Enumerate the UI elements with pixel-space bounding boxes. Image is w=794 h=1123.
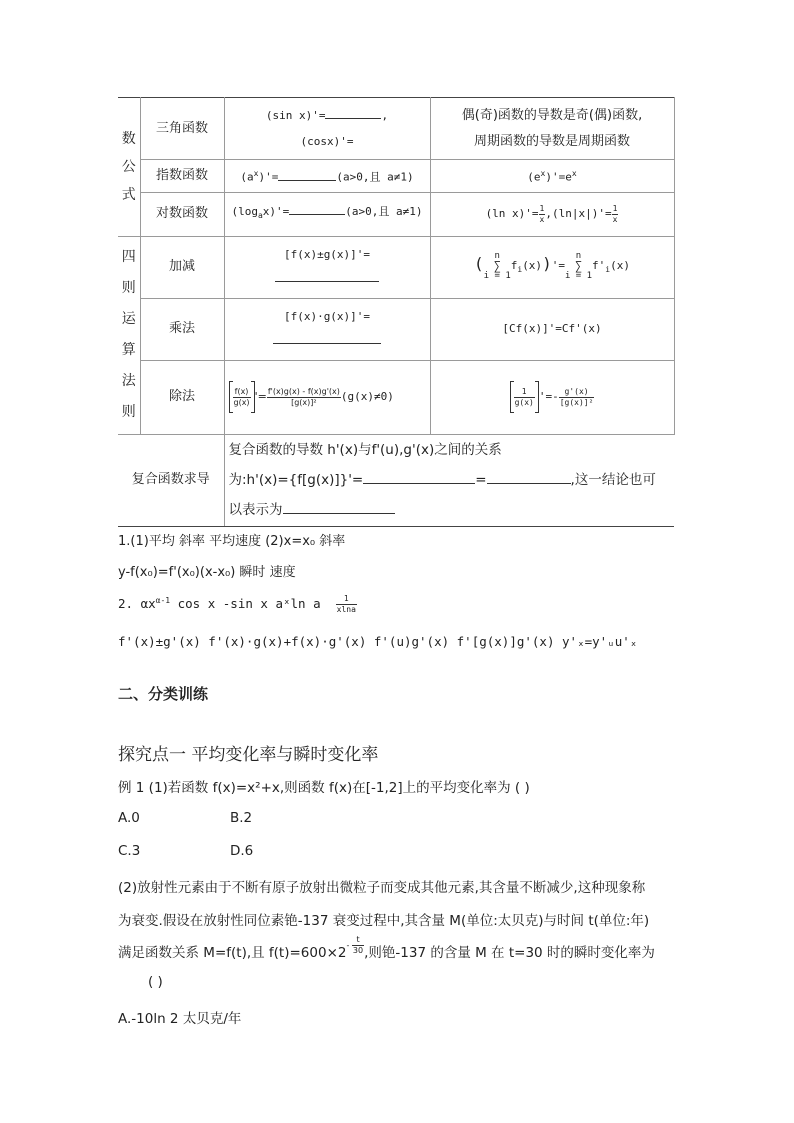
option-a: A.0 (118, 810, 140, 826)
example-1-part-1: 例 1 (1)若函数 f(x)=x²+x,则函数 f(x)在[-1,2]上的平均变化率为 ( ) (118, 780, 530, 796)
div-formula: $\frac{f(x)}{g(x)}$ '= $\frac{f'(x)g(x) - f(x)g'(x)}{\text{[g(x)]²}}$ (g(x)≠0) (224, 360, 430, 434)
formula-group-label: 数 公 式 (118, 98, 140, 237)
exp-label: 指数函数 (140, 160, 224, 193)
exp-note: $(e^x)'=e^x$ (430, 160, 674, 193)
option-c: C.3 (118, 843, 141, 859)
comp-label: 复合函数求导 (118, 434, 224, 526)
option-b: B.2 (230, 810, 253, 826)
derivative-rules-table (118, 97, 675, 527)
answer-line-2: y-f(x₀)=f'(x₀)(x-x₀) 瞬时 速度 (118, 565, 296, 580)
example-1-part-2-line-3: 满足函数关系 M=f(t),且 f(t)=600×2- $\frac{t}{30}$ ,则铯-137 的含量 M 在 t=30 时的瞬时变化率为 (118, 935, 655, 961)
trig-note: 偶(奇)函数的导数是奇(偶)函数, 周期函数的导数是周期函数 (430, 98, 674, 160)
example-1-part-2-option-a: A.-10ln 2 太贝克/年 (118, 1011, 242, 1027)
trig-label: 三角函数 (140, 98, 224, 160)
answer-parentheses: ( ) (148, 974, 163, 990)
mul-label: 乘法 (140, 298, 224, 360)
answer-line-1: 1.(1)平均 斜率 平均速度 (2)x=x₀ 斜率 (118, 534, 346, 549)
log-label: 对数函数 (140, 192, 224, 236)
section-title: 二、分类训练 (118, 685, 209, 703)
comp-formula: 复合函数的导数 h'(x)与f'(u),g'(x)之间的关系 为:h'(x)={f[g(x)]}'= = ,这一结论也可 以表示为 (224, 434, 674, 526)
topic-title: 探究点一 平均变化率与瞬时变化率 (118, 745, 379, 765)
mul-formula: [f(x)·g(x)]'= (224, 298, 430, 360)
exp-formula: $(a^x)'= (a>0$,且 a≠1) (224, 160, 430, 193)
add-label: 加减 (140, 236, 224, 298)
example-1-part-2-line-2: 为衰变.假设在放射性同位素铯-137 衰变过程中,其含量 M(单位:太贝克)与时间 t(单位:年) (118, 913, 650, 929)
mul-note: [Cf(x)]'=Cf'(x) (430, 298, 674, 360)
answer-line-3: 2. $\alpha x^{\alpha-1}$ cos x -sin x aˣln a $\frac{1}{xlna}$ (118, 594, 356, 614)
log-formula: $(\log_ax)'= (a>0$,且 a≠1) (224, 192, 430, 236)
example-1-part-2-line-1: (2)放射性元素由于不断有原子放射出微粒子而变成其他元素,其含量不断减少,这种现象称 (118, 880, 646, 896)
log-note: (ln x)'= $\frac{1}{x}$ ,(ln|x|)'= $\frac{1}{x}$ (430, 192, 674, 236)
answer-line-4: f'(x)±g'(x) f'(x)·g(x)+f(x)·g'(x) f'(u)g'(x) f'[g(x)]g'(x) y'ₓ=y'ᵤu'ₓ (118, 634, 638, 649)
add-note: ( n ∑ i = 1 $f_i(x))'=$ n ∑ i = 1 $f'_i(x)$ (430, 236, 674, 298)
add-formula: [f(x)±g(x)]'= (224, 236, 430, 298)
div-label: 除法 (140, 360, 224, 434)
trig-formula: (sin x)'= , (cosx)'= (224, 98, 430, 160)
option-d: D.6 (230, 843, 254, 859)
arithmetic-group-label: 四 则 运 算 法 则 (118, 236, 140, 434)
div-note: $\frac{1}{g(x)}$ '=- $\frac{g'(x)}{\text{[g(x)]²}}$ (430, 360, 674, 434)
